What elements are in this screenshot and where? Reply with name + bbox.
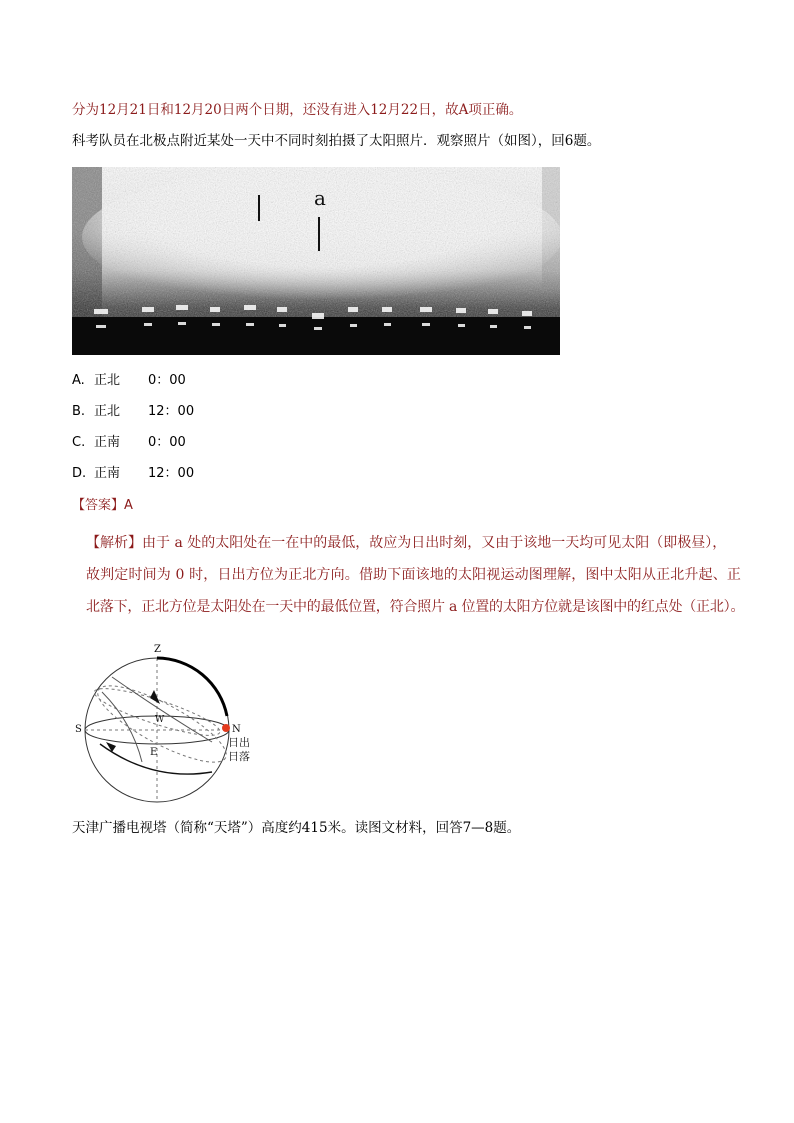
label-w: W	[155, 715, 165, 725]
option-direction: 正南	[94, 466, 121, 481]
analysis-tag: 【解析】	[86, 535, 142, 551]
analysis-line-3: 北落下，正北方位是太阳处在一天中的最低位置，符合照片 a 位置的太阳方位就是该图中的红点处（正北）。	[86, 599, 745, 615]
option-b[interactable]	[72, 403, 194, 421]
option-direction: 正南	[94, 435, 121, 450]
label-e: E	[150, 747, 158, 758]
label-sunset: 日落	[228, 750, 250, 763]
sun-photo-image	[72, 167, 560, 355]
option-direction: 正北	[94, 373, 121, 388]
option-letter: B.	[72, 404, 86, 419]
sun-path-diagram	[72, 632, 272, 807]
option-c[interactable]	[72, 434, 186, 452]
answer-value: A	[124, 498, 133, 513]
option-letter: A.	[72, 373, 85, 388]
label-s: S	[75, 724, 82, 735]
option-time: 0：00	[148, 435, 186, 450]
analysis-line-2: 故判定时间为 0 时，日出方位为正北方向。借助下面该地的太阳视运动图理解，图中太阳从正北升起、正	[86, 567, 742, 583]
option-time: 0：00	[148, 373, 186, 388]
option-direction: 正北	[94, 404, 121, 419]
label-z: Z	[154, 644, 161, 655]
sun-red-dot	[222, 724, 230, 732]
previous-answer-continuation: 分为12月21日和12月20日两个日期，还没有进入12月22日，故A项正确。	[72, 102, 523, 118]
option-a[interactable]	[72, 372, 186, 390]
option-time: 12：00	[148, 404, 195, 419]
photo-label-a: a	[314, 186, 326, 210]
analysis-block	[86, 527, 745, 623]
answer-tag: 【答案】	[72, 498, 125, 513]
option-d[interactable]	[72, 465, 194, 483]
question-intro: 科考队员在北极点附近某处一天中不同时刻拍摄了太阳照片．观察照片（如图），回6题。	[72, 133, 601, 149]
answer-line	[72, 496, 133, 516]
label-sunrise: 日出	[228, 736, 250, 749]
option-letter: C.	[72, 435, 86, 450]
option-letter: D.	[72, 466, 87, 481]
label-n: N	[232, 724, 241, 735]
next-question-intro: 天津广播电视塔（简称“天塔”）高度约415米。读图文材料，回答7—8题。	[72, 820, 521, 836]
option-time: 12：00	[148, 466, 195, 481]
analysis-line-1: 由于 a 处的太阳处在一在中的最低，故应为日出时刻，又由于该地一天均可见太阳（即极昼），	[142, 535, 727, 551]
